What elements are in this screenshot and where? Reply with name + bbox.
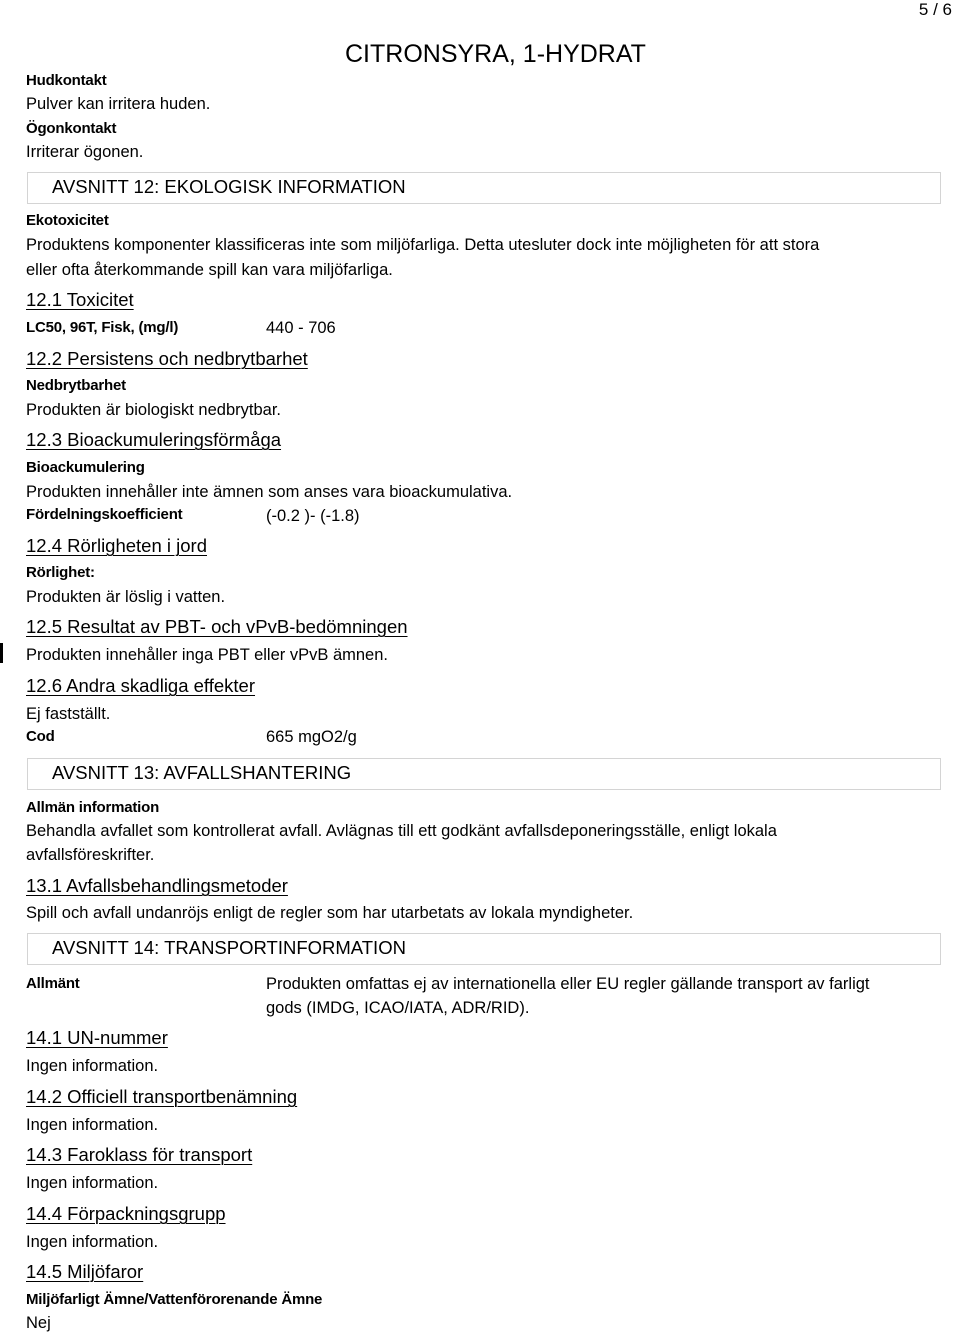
cod-label: Cod xyxy=(26,728,55,745)
section-12-title: AVSNITT 12: EKOLOGISK INFORMATION xyxy=(52,176,406,197)
disposal-general-label: Allmän information xyxy=(26,799,160,816)
shipping-name-heading: 14.2 Officiell transportbenämning xyxy=(26,1086,298,1107)
lc50-label: LC50, 96T, Fisk, (mg/l) xyxy=(26,319,179,336)
transport-general-line2: gods (IMDG, ICAO/IATA, ADR/RID). xyxy=(266,999,530,1017)
bioaccumulation-text: Produkten innehåller inte ämnen som anses vara bioackumulativa. xyxy=(26,483,513,501)
document-title: CITRONSYRA, 1-HYDRAT xyxy=(345,40,646,68)
other-effects-heading: 12.6 Andra skadliga effekter xyxy=(26,675,256,696)
transport-general-label: Allmänt xyxy=(26,975,80,992)
toxicity-heading: 12.1 Toxicitet xyxy=(26,289,134,310)
section-14-title: AVSNITT 14: TRANSPORTINFORMATION xyxy=(52,937,406,958)
mobility-label: Rörlighet: xyxy=(26,564,95,581)
mobility-heading: 12.4 Rörligheten i jord xyxy=(26,535,207,556)
degradability-text: Produkten är biologiskt nedbrytbar. xyxy=(26,401,281,419)
partition-coefficient-value: (-0.2 )- (-1.8) xyxy=(266,507,360,525)
pbt-heading: 12.5 Resultat av PBT- och vPvB-bedömningen xyxy=(26,616,408,637)
hazard-class-text: Ingen information. xyxy=(26,1174,159,1192)
environmental-hazard-value: Nej xyxy=(26,1314,51,1332)
un-number-heading: 14.1 UN-nummer xyxy=(26,1027,168,1048)
cod-value: 665 mgO2/g xyxy=(266,728,357,746)
mobility-text: Produkten är löslig i vatten. xyxy=(26,588,226,606)
other-effects-text: Ej fastställt. xyxy=(26,705,111,723)
disposal-methods-heading: 13.1 Avfallsbehandlingsmetoder xyxy=(26,875,288,896)
lc50-value: 440 - 706 xyxy=(266,319,336,337)
bioaccumulation-label: Bioackumulering xyxy=(26,459,145,476)
section-13-title: AVSNITT 13: AVFALLSHANTERING xyxy=(52,762,352,783)
page-number: 5 / 6 xyxy=(918,0,952,19)
un-number-text: Ingen information. xyxy=(26,1057,159,1075)
skin-contact-label: Hudkontakt xyxy=(26,72,107,89)
section-13-header xyxy=(28,759,940,789)
skin-contact-text: Pulver kan irritera huden. xyxy=(26,95,211,113)
disposal-methods-text: Spill och avfall undanröjs enligt de regler som har utarbetats av lokala myndigheter. xyxy=(26,904,634,922)
degradability-label: Nedbrytbarhet xyxy=(26,377,126,394)
persistence-heading: 12.2 Persistens och nedbrytbarhet xyxy=(26,348,308,369)
environmental-hazards-heading: 14.5 Miljöfaror xyxy=(26,1261,144,1282)
revision-bar xyxy=(0,643,3,663)
transport-general-line1: Produkten omfattas ej av internationella eller EU regler gällande transport av farligt xyxy=(266,975,870,993)
disposal-general-line1: Behandla avfallet som kontrollerat avfall. Avlägnas till ett godkänt avfallsdeponeringsställe, enligt lokala xyxy=(26,822,777,840)
ecotoxicity-text-line2: eller ofta återkommande spill kan vara miljöfarliga. xyxy=(26,261,393,279)
ecotoxicity-text-line1: Produktens komponenter klassificeras inte som miljöfarliga. Detta utesluter dock inte möjligheten för att stora xyxy=(26,236,820,254)
section-12-header xyxy=(28,173,940,203)
section-14-header xyxy=(28,934,940,964)
packing-group-text: Ingen information. xyxy=(26,1233,159,1251)
packing-group-heading: 14.4 Förpackningsgrupp xyxy=(26,1203,226,1224)
ecotoxicity-label: Ekotoxicitet xyxy=(26,212,109,229)
bioaccumulation-heading: 12.3 Bioackumuleringsförmåga xyxy=(26,429,282,450)
environmental-hazard-label: Miljöfarligt Ämne/Vattenförorenande Ämne xyxy=(26,1291,323,1308)
shipping-name-text: Ingen information. xyxy=(26,1116,159,1134)
disposal-general-line2: avfallsföreskrifter. xyxy=(26,846,155,864)
hazard-class-heading: 14.3 Faroklass för transport xyxy=(26,1144,253,1165)
eye-contact-label: Ögonkontakt xyxy=(26,120,117,137)
partition-coefficient-label: Fördelningskoefficient xyxy=(26,506,183,523)
eye-contact-text: Irriterar ögonen. xyxy=(26,143,144,161)
pbt-text: Produkten innehåller inga PBT eller vPvB ämnen. xyxy=(26,646,388,664)
